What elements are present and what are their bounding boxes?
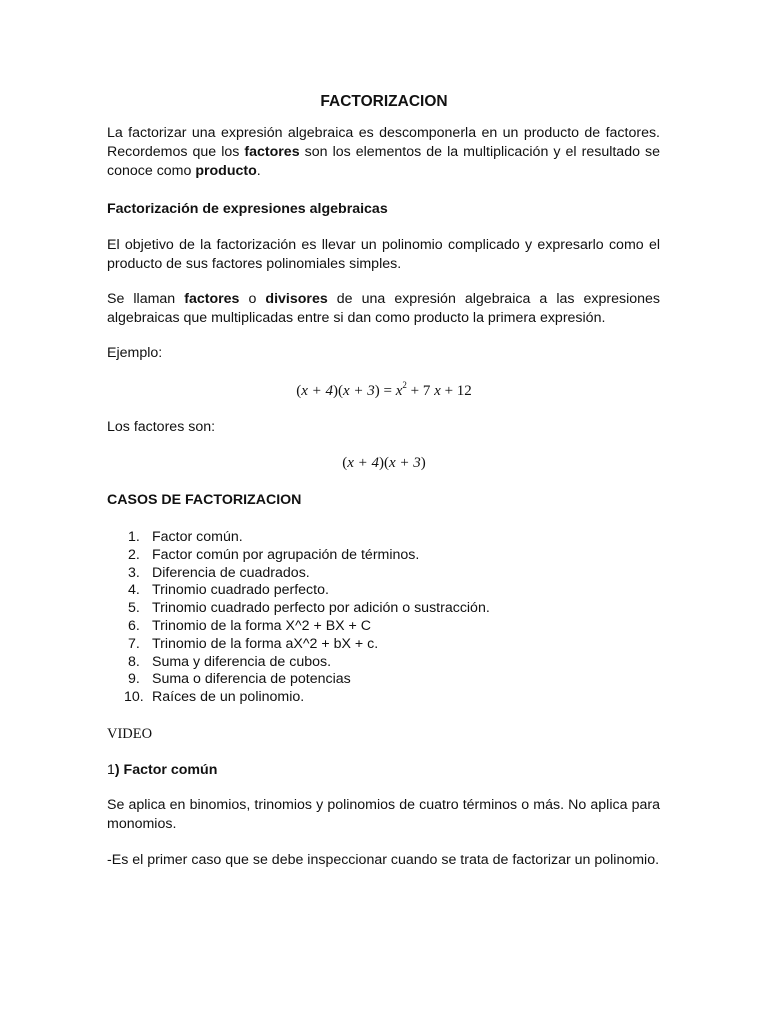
- cases-heading: CASOS DE FACTORIZACION: [107, 492, 302, 508]
- intro-paragraph: [107, 124, 660, 181]
- list-item: 3. Diferencia de cuadrados.: [128, 564, 310, 581]
- factors-label: Los factores son:: [107, 419, 216, 435]
- page-title: FACTORIZACION: [320, 93, 448, 110]
- list-item: 6. Trinomio de la forma X^2 + BX + C: [128, 617, 372, 634]
- definition-text-1: Se llaman: [107, 291, 185, 307]
- list-item: 1. Factor común.: [128, 529, 243, 545]
- definition-bold-divisores: divisores: [265, 291, 328, 307]
- video-label: VIDEO: [107, 726, 153, 742]
- first-case-paragraph: -Es el primer caso que se debe inspeccionar cuando se trata de factorizar un polinomio.: [107, 852, 660, 868]
- intro-text-1: La factorizar una expresión algebraica es descomponerla en un producto de factores. Recordemos que los: [107, 125, 660, 160]
- cases-list: [124, 529, 668, 707]
- definition-bold-factores: factores: [184, 291, 240, 307]
- equation-factor-2: x + 3: [343, 383, 375, 399]
- definition-text-3: de una expresión algebraica a las expresiones algebraicas que multiplicadas entre si dan como producto la primera expresión.: [107, 291, 660, 326]
- equation-term-7: + 7: [406, 383, 435, 399]
- intro-text-2: son los elementos de la multiplicación y el resultado se conoce como: [107, 144, 661, 179]
- equation-x-linear: x: [434, 383, 441, 399]
- list-item: 10. Raíces de un polinomio.: [124, 689, 305, 706]
- list-item: 2. Factor común por agrupación de términos.: [128, 546, 420, 563]
- factors-expression: (x + 4)(x + 3): [342, 455, 426, 471]
- factor-comun-number: 1: [107, 762, 115, 778]
- factor-comun-heading: [107, 761, 660, 780]
- equation-factor-1: x + 4: [301, 383, 333, 399]
- section-heading-expresiones: Factorización de expresiones algebraicas: [107, 201, 388, 217]
- list-item: 9. Suma o diferencia de potencias: [128, 671, 351, 688]
- list-item: 7. Trinomio de la forma aX^2 + bX + c.: [128, 635, 379, 652]
- factor-comun-title: ) Factor común: [114, 762, 218, 778]
- example-equation: $(x + 4)(x + 3) = x^2 + 7$ x + 12: [296, 380, 472, 399]
- equation-x: x: [395, 383, 403, 399]
- factors-factor-2: x + 3: [389, 455, 421, 471]
- objective-paragraph: El objetivo de la factorización es llevar un polinomio complicado y expresarlo como el producto de sus factores polinomiales simples.: [107, 237, 660, 272]
- equation-constant: + 12: [440, 383, 472, 399]
- list-item: 4. Trinomio cuadrado perfecto.: [128, 582, 329, 599]
- applies-paragraph: Se aplica en binomios, trinomios y polinomios de cuatro términos o más. No aplica para monomios.: [107, 797, 660, 832]
- definition-text-2: o: [239, 291, 266, 307]
- intro-text-3: .: [256, 163, 261, 179]
- list-item: 8. Suma y diferencia de cubos.: [128, 653, 332, 670]
- definition-paragraph: [107, 290, 660, 328]
- list-item: 5. Trinomio cuadrado perfecto por adición o sustracción.: [128, 600, 490, 617]
- factors-factor-1: x + 4: [347, 455, 379, 471]
- equation-exponent: 2: [402, 380, 407, 390]
- example-label: Ejemplo:: [107, 345, 163, 361]
- equation-equals: =: [379, 383, 396, 399]
- intro-bold-factores: factores: [244, 144, 300, 160]
- intro-bold-producto: producto: [195, 163, 257, 179]
